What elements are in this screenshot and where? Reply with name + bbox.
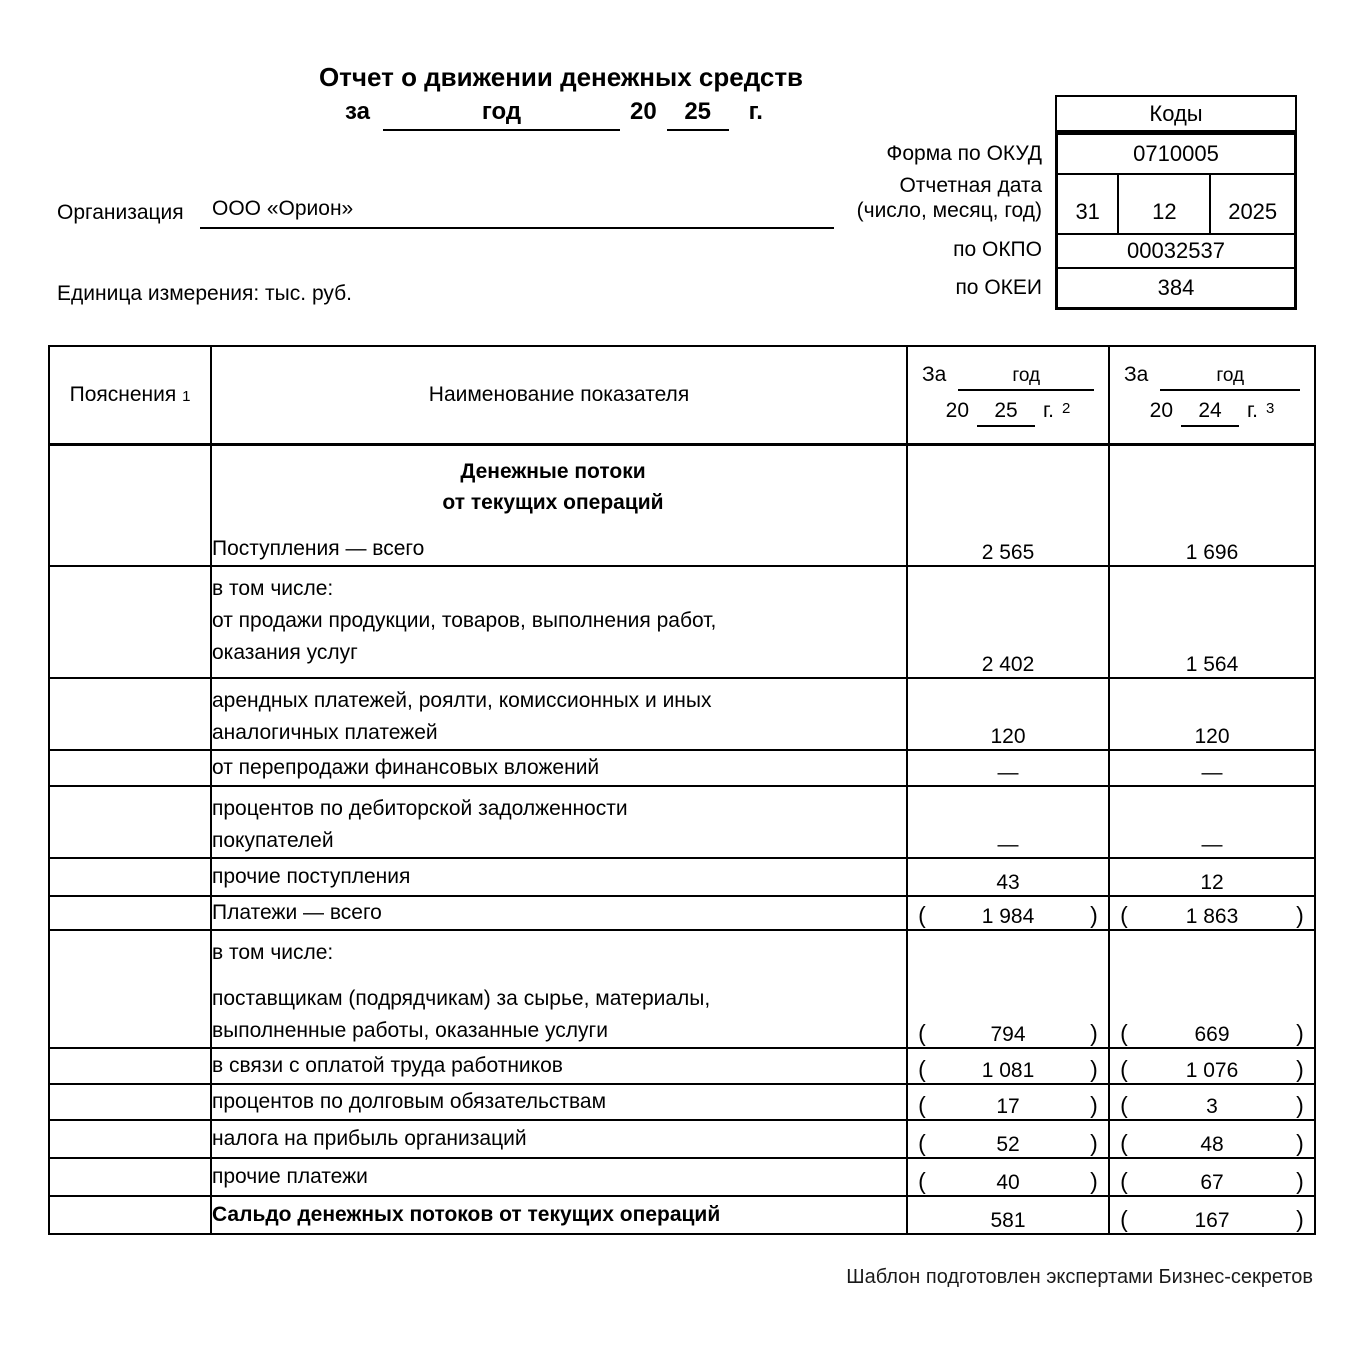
indicator-text: прочие платежи [212,1165,368,1188]
indicator-cell [211,750,907,786]
value-text: 1 081 [981,1059,1035,1082]
value-text: — [997,761,1019,784]
explanations-cell [49,786,211,858]
value-text: 3 [1206,1095,1218,1118]
indicator-column-header: Наименование показателя [211,346,907,445]
indicator-text: Платежи — всего [212,901,382,924]
explanations-cell [49,1196,211,1234]
explanations-cell [49,930,211,1048]
indicator-cell [211,1196,907,1234]
explanations-column-header [49,346,211,445]
period-prefix-text: За [922,363,947,386]
table-row [49,1158,1315,1196]
value-text: 40 [996,1171,1020,1194]
period-year-blank: 24 [1181,399,1239,427]
explanations-cell [49,678,211,750]
value-current-cell [907,1158,1109,1196]
value-text: 2 402 [981,653,1035,676]
period-blank-line: год [1160,365,1300,391]
explanations-cell [49,858,211,896]
indicator-text: аналогичных платежей [212,721,438,744]
indicator-text: от продажи продукции, товаров, выполнения работ, [212,609,717,632]
paren-close: ) [1296,902,1304,928]
paren-close: ) [1090,902,1098,928]
period-suffix-text: г. [1247,399,1258,422]
cash-flow-table [48,345,1316,1235]
table-row [49,1196,1315,1234]
indicator-cell [211,1084,907,1120]
unit-of-measure-label: Единица измерения: тыс. руб. [57,282,352,305]
explanations-cell [49,445,211,567]
value-text: 43 [996,871,1020,894]
indicator-cell [211,1120,907,1158]
indicator-text: процентов по долговым обязательствам [212,1090,607,1113]
paren-open: ( [918,1056,926,1082]
value-text: 581 [990,1209,1026,1232]
indicator-text: в том числе: [212,577,334,600]
value-text: 120 [990,725,1026,748]
paren-close: ) [1090,1130,1098,1156]
paren-close: ) [1090,1020,1098,1046]
period-year-blank: 25 [667,98,729,131]
table-row [49,896,1315,930]
value-current-cell [907,1120,1109,1158]
explanations-cell [49,896,211,930]
indicator-text: поставщикам (подрядчикам) за сырье, материалы, [212,987,711,1010]
paren-open: ( [918,902,926,928]
codes-panel-title: Коды [1055,95,1297,132]
value-current-cell [907,858,1109,896]
okpo-label: по ОКПО [953,238,1042,261]
explanations-cell [49,1158,211,1196]
value-previous-cell [1109,1158,1315,1196]
explanations-cell [49,1084,211,1120]
organization-label: Организация [57,201,184,224]
value-text: — [1201,833,1223,856]
indicator-cell [211,786,907,858]
indicator-cell [211,445,907,567]
indicator-text: выполненные работы, оказанные услуги [212,1019,608,1042]
value-text: 1 863 [1185,905,1239,928]
table-row [49,1084,1315,1120]
report-date-cells [1058,175,1294,235]
value-text: 67 [1200,1171,1224,1194]
value-text: 669 [1194,1023,1230,1046]
paren-open: ( [918,1130,926,1156]
period-year-suffix: г. [748,98,763,125]
indicator-text: в связи с оплатой труда работников [212,1054,563,1077]
value-text: 1 076 [1185,1059,1239,1082]
codes-panel [1055,95,1297,310]
value-previous-cell [1109,1084,1315,1120]
indicator-text: прочие поступления [212,865,411,888]
value-current-cell [907,750,1109,786]
indicator-cell [211,678,907,750]
value-text: 48 [1200,1133,1224,1156]
document-period-line [345,98,763,131]
paren-close: ) [1296,1092,1304,1118]
indicator-text: в том числе: [212,941,334,964]
indicator-cell [211,858,907,896]
value-current-cell [907,786,1109,858]
value-current-cell [907,566,1109,678]
paren-open: ( [1120,1056,1128,1082]
paren-open: ( [1120,1092,1128,1118]
table-header-row [49,346,1315,445]
okpo-code-value: 00032537 [1058,235,1294,269]
paren-open: ( [918,1092,926,1118]
period-current-column-header [907,346,1109,445]
value-current-cell [907,678,1109,750]
paren-close: ) [1296,1130,1304,1156]
value-text: 52 [996,1133,1020,1156]
value-previous-cell [1109,678,1315,750]
value-previous-cell [1109,750,1315,786]
table-row [49,678,1315,750]
okei-label: по ОКЕИ [955,276,1042,299]
paren-close: ) [1296,1168,1304,1194]
value-current-cell [907,445,1109,567]
table-row [49,445,1315,567]
period-blank-line: год [958,365,1094,391]
value-text: 12 [1200,871,1224,894]
section-heading-line: Денежные потоки [460,460,646,483]
value-text: — [997,833,1019,856]
indicator-cell [211,1158,907,1196]
explanations-header-text: Пояснения [69,383,177,406]
value-text: 120 [1194,725,1230,748]
indicator-text: оказания услуг [212,641,358,664]
paren-close: ) [1090,1056,1098,1082]
paren-close: ) [1296,1020,1304,1046]
period-previous-column-header [1109,346,1315,445]
report-date-month: 12 [1119,175,1211,233]
table-row [49,1120,1315,1158]
report-date-year: 2025 [1228,199,1278,224]
period-footnote-marker: 2 [1061,400,1071,417]
indicator-text: процентов по дебиторской задолженности [212,797,628,820]
paren-close: ) [1090,1092,1098,1118]
value-previous-cell [1109,1048,1315,1084]
paren-open: ( [1120,1168,1128,1194]
period-suffix-text: г. [1043,399,1054,422]
period-prefix-text: За [1124,363,1149,386]
value-previous-cell [1109,566,1315,678]
value-current-cell [907,930,1109,1048]
explanations-cell [49,750,211,786]
value-text: 1 984 [981,905,1035,928]
indicator-cell [211,566,907,678]
value-previous-cell [1109,858,1315,896]
indicator-cell [211,1048,907,1084]
value-previous-cell [1109,896,1315,930]
period-prefix: за [345,98,370,125]
table-row [49,1048,1315,1084]
value-text: — [1201,761,1223,784]
report-date-day: 31 [1058,175,1119,233]
period-footnote-marker: 3 [1265,400,1275,417]
indicator-text: налога на прибыль организаций [212,1127,527,1150]
value-current-cell [907,1048,1109,1084]
okud-code-value: 0710005 [1058,135,1294,175]
okei-code-value: 384 [1157,275,1195,300]
organization-value: ООО «Орион» [200,197,834,229]
codes-panel-values [1055,132,1297,310]
value-current-cell [907,896,1109,930]
paren-close: ) [1296,1206,1304,1232]
explanations-footnote-marker: 1 [182,388,191,405]
explanations-cell [49,566,211,678]
period-century-text: 20 [945,399,970,422]
indicator-cell [211,930,907,1048]
indicator-text: Сальдо денежных потоков от текущих операций [212,1203,721,1226]
table-row [49,858,1315,896]
value-text: 1 564 [1185,653,1239,676]
explanations-cell [49,1048,211,1084]
period-blank-line: год [383,98,620,131]
value-text: 794 [990,1023,1026,1046]
table-row [49,786,1315,858]
paren-open: ( [918,1168,926,1194]
template-credit: Шаблон подготовлен экспертами Бизнес-секретов [846,1266,1313,1288]
paren-open: ( [1120,1020,1128,1046]
document-title: Отчет о движении денежных средств [318,62,804,92]
paren-open: ( [918,1020,926,1046]
value-previous-cell [1109,786,1315,858]
period-century-text: 20 [1149,399,1174,422]
indicator-cell [211,896,907,930]
paren-open: ( [1120,1206,1128,1232]
indicator-text: арендных платежей, роялти, комиссионных и иных [212,689,712,712]
section-heading-line: от текущих операций [442,491,664,514]
value-text: 1 696 [1185,541,1239,564]
paren-open: ( [1120,1130,1128,1156]
value-current-cell [907,1196,1109,1234]
explanations-cell [49,1120,211,1158]
report-date-label: Отчетная дата [899,174,1042,197]
period-century: 20 [629,98,657,125]
okud-form-label: Форма по ОКУД [886,142,1042,165]
value-previous-cell [1109,930,1315,1048]
section-heading [190,452,916,518]
value-current-cell [907,1084,1109,1120]
report-date-format-label: (число, месяц, год) [856,199,1042,222]
indicator-text: от перепродажи финансовых вложений [212,756,600,779]
value-previous-cell [1109,445,1315,567]
indicator-text: Поступления — всего [212,537,425,560]
paren-close: ) [1090,1168,1098,1194]
indicator-text: покупателей [212,829,334,852]
period-year-blank: 25 [977,399,1035,427]
paren-close: ) [1296,1056,1304,1082]
table-row [49,750,1315,786]
value-previous-cell [1109,1120,1315,1158]
value-text: 2 565 [981,541,1035,564]
table-row [49,930,1315,1048]
paren-open: ( [1120,902,1128,928]
value-previous-cell [1109,1196,1315,1234]
value-text: 17 [996,1095,1020,1118]
value-text: 167 [1194,1209,1230,1232]
table-row [49,566,1315,678]
